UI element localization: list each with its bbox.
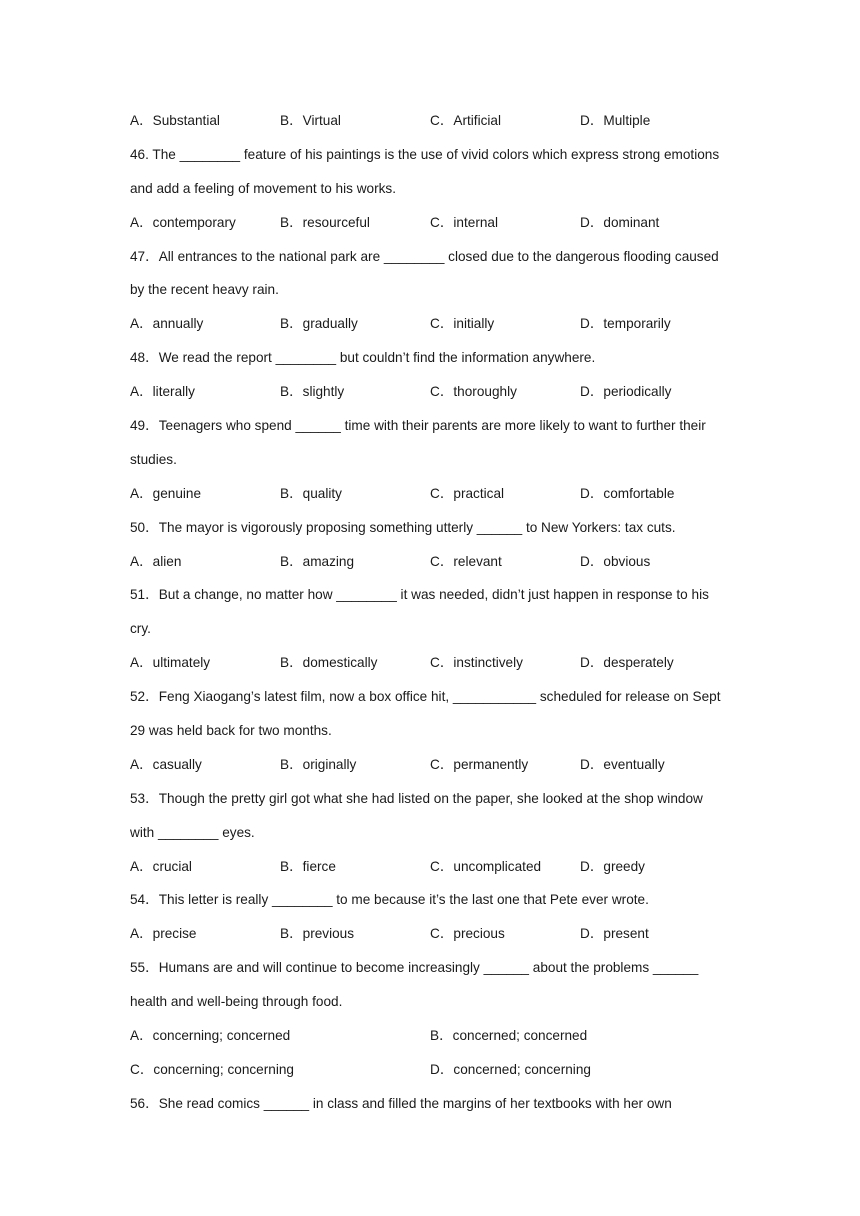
answer-options-row bbox=[130, 375, 736, 409]
answer-options-row bbox=[130, 307, 736, 341]
answer-option: A．ultimately bbox=[130, 655, 211, 671]
answer-option: B．resourceful bbox=[280, 214, 370, 230]
answer-options-row bbox=[130, 477, 736, 511]
question-text-line: 53．Though the pretty girl got what she had listed on the paper, she looked at the shop window bbox=[130, 790, 703, 806]
answer-option: A．Substantial bbox=[130, 113, 220, 128]
question-text-line: 56．She read comics ______ in class and filled the margins of her textbooks with her own bbox=[130, 1095, 672, 1111]
answer-option: C．internal bbox=[430, 214, 498, 230]
question-text-line: 29 was held back for two months. bbox=[130, 723, 332, 739]
answer-options-row bbox=[130, 748, 736, 782]
answer-option: C．concerning; concerning bbox=[130, 1061, 294, 1077]
answer-option: B．amazing bbox=[280, 553, 355, 569]
answer-option: C．uncomplicated bbox=[430, 858, 542, 874]
answer-options-row bbox=[130, 104, 736, 138]
question-text-line: 54．This letter is really ________ to me because it’s the last one that Pete ever wrote. bbox=[130, 892, 649, 908]
question-text-line: 47．All entrances to the national park are ________ closed due to the dangerous flooding caused bbox=[130, 248, 719, 264]
question-text-line: 51．But a change, no matter how ________ it was needed, didn’t just happen in response to his bbox=[130, 587, 709, 603]
answer-option: A．annually bbox=[130, 316, 204, 332]
answer-option: A．casually bbox=[130, 756, 202, 772]
question-text-line: 52．Feng Xiaogang’s latest film, now a box office hit, ___________ scheduled for release on Sept bbox=[130, 689, 721, 705]
answer-option: C．permanently bbox=[430, 756, 529, 772]
answer-option: D．concerned; concerning bbox=[430, 1061, 591, 1077]
answer-option: A．genuine bbox=[130, 485, 202, 501]
answer-options-row bbox=[130, 646, 736, 680]
answer-option: C．precious bbox=[430, 926, 505, 942]
answer-options-row bbox=[130, 206, 736, 240]
answer-option: B．slightly bbox=[280, 384, 345, 400]
question-text-line: and add a feeling of movement to his works. bbox=[130, 180, 396, 196]
answer-option: A．precise bbox=[130, 926, 197, 942]
answer-option: C．thoroughly bbox=[430, 384, 517, 400]
answer-option: B．domestically bbox=[280, 655, 378, 671]
answer-options-row bbox=[130, 545, 736, 579]
question-text-line: 48．We read the report ________ but couldn’t find the information anywhere. bbox=[130, 350, 596, 366]
answer-option: B．quality bbox=[280, 485, 342, 501]
answer-option: D．greedy bbox=[580, 858, 645, 874]
question-text-line: by the recent heavy rain. bbox=[130, 282, 279, 298]
answer-option: D．present bbox=[580, 926, 649, 942]
answer-option: B．gradually bbox=[280, 316, 358, 332]
answer-option: D．eventually bbox=[580, 756, 665, 772]
answer-option: B．fierce bbox=[280, 858, 336, 874]
answer-option: C．practical bbox=[430, 485, 505, 501]
question-text-line: with ________ eyes. bbox=[130, 824, 255, 840]
answer-option: D．comfortable bbox=[580, 485, 675, 501]
answer-option: D．desperately bbox=[580, 655, 674, 671]
answer-option: A．contemporary bbox=[130, 214, 236, 230]
answer-options-row bbox=[130, 850, 736, 884]
answer-option: B．concerned; concerned bbox=[430, 1028, 588, 1044]
answer-option: C．Artificial bbox=[430, 113, 501, 128]
answer-option: D．periodically bbox=[580, 384, 672, 400]
question-text-line: 55．Humans are and will continue to become increasingly ______ about the problems ______ bbox=[130, 960, 699, 976]
answer-option: A．crucial bbox=[130, 858, 192, 874]
question-text-line: studies. bbox=[130, 451, 177, 467]
answer-options-row bbox=[130, 1053, 736, 1087]
answer-option: C．initially bbox=[430, 316, 495, 332]
answer-option: A．literally bbox=[130, 384, 195, 400]
answer-option: A．concerning; concerned bbox=[130, 1028, 291, 1044]
answer-option: C．instinctively bbox=[430, 655, 523, 671]
answer-option: B．previous bbox=[280, 926, 355, 942]
question-text-line: health and well-being through food. bbox=[130, 994, 343, 1010]
question-text-line: cry. bbox=[130, 621, 151, 637]
answer-option: A．alien bbox=[130, 553, 182, 569]
answer-options-row bbox=[130, 1019, 736, 1053]
answer-option: B．Virtual bbox=[280, 113, 341, 128]
question-list bbox=[130, 104, 736, 1121]
question-text-line: 46. The ________ feature of his paintings is the use of vivid colors which express strong emotions bbox=[130, 146, 720, 162]
answer-option: C．relevant bbox=[430, 553, 502, 569]
answer-option: D．Multiple bbox=[580, 113, 651, 128]
answer-option: B．originally bbox=[280, 756, 357, 772]
answer-option: D．dominant bbox=[580, 214, 660, 230]
answer-options-row bbox=[130, 917, 736, 951]
question-text-line: 50．The mayor is vigorously proposing something utterly ______ to New Yorkers: tax cuts. bbox=[130, 519, 676, 535]
question-text-line: 49．Teenagers who spend ______ time with their parents are more likely to want to further their bbox=[130, 418, 706, 434]
answer-option: D．temporarily bbox=[580, 316, 671, 332]
answer-option: D．obvious bbox=[580, 553, 651, 569]
